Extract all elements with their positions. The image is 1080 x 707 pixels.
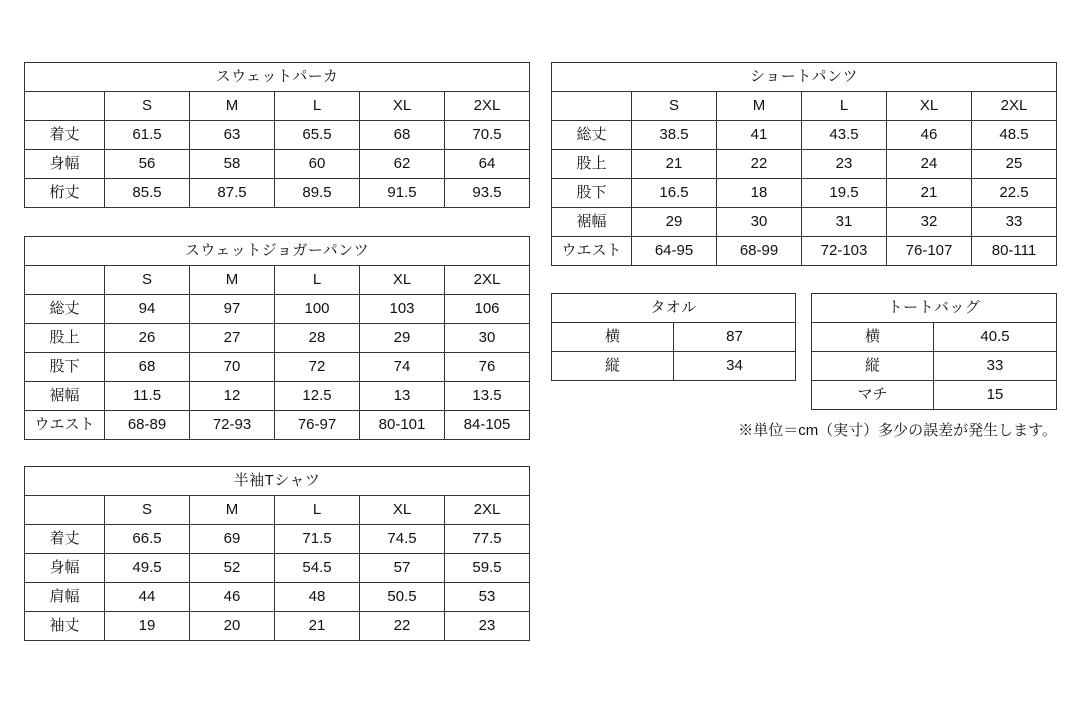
column-header-m: M <box>190 496 275 525</box>
table-row <box>25 295 530 324</box>
size-table-towel <box>551 293 796 381</box>
column-header-xl: XL <box>360 266 445 295</box>
cell-value: 100 <box>275 295 360 324</box>
cell-value: 22 <box>360 612 445 641</box>
cell-value: 46 <box>190 583 275 612</box>
cell-value: 64 <box>445 150 530 179</box>
size-table-short-pants <box>551 62 1057 266</box>
cell-value: 28 <box>275 324 360 353</box>
table-row <box>25 554 530 583</box>
column-header-xl: XL <box>360 496 445 525</box>
cell-value: 30 <box>717 208 802 237</box>
row-label: 股上 <box>25 324 105 353</box>
column-header-xl: XL <box>360 92 445 121</box>
cell-value: 27 <box>190 324 275 353</box>
size-table-tshirt <box>24 466 530 641</box>
column-header-s: S <box>105 496 190 525</box>
cell-value: 93.5 <box>445 179 530 208</box>
column-header-m: M <box>717 92 802 121</box>
table-row <box>552 352 796 381</box>
cell-value: 31 <box>802 208 887 237</box>
cell-value: 29 <box>632 208 717 237</box>
cell-value: 52 <box>190 554 275 583</box>
size-table-tote-bag <box>811 293 1057 410</box>
table-row <box>25 121 530 150</box>
size-table-hoodie <box>24 62 530 208</box>
cell-value: 48.5 <box>972 121 1057 150</box>
row-label: マチ <box>812 381 934 410</box>
table-title: 半袖Tシャツ <box>25 467 530 496</box>
row-label: 横 <box>812 323 934 352</box>
cell-value: 49.5 <box>105 554 190 583</box>
cell-value: 53 <box>445 583 530 612</box>
column-header-corner <box>25 496 105 525</box>
table-row <box>552 150 1057 179</box>
table-row <box>25 150 530 179</box>
cell-value: 65.5 <box>275 121 360 150</box>
cell-value: 69 <box>190 525 275 554</box>
cell-value: 85.5 <box>105 179 190 208</box>
cell-value: 24 <box>887 150 972 179</box>
cell-value: 70 <box>190 353 275 382</box>
cell-value: 64-95 <box>632 237 717 266</box>
column-header-2xl: 2XL <box>972 92 1057 121</box>
table-title-row <box>812 294 1057 323</box>
cell-value: 12.5 <box>275 382 360 411</box>
cell-value: 56 <box>105 150 190 179</box>
column-header-l: L <box>802 92 887 121</box>
row-label: 身幅 <box>25 150 105 179</box>
table-title-row <box>552 294 796 323</box>
table-title-row <box>552 63 1057 92</box>
cell-value: 57 <box>360 554 445 583</box>
cell-value: 32 <box>887 208 972 237</box>
table-row <box>25 179 530 208</box>
column-header-m: M <box>190 92 275 121</box>
table-row <box>552 121 1057 150</box>
cell-value: 68 <box>105 353 190 382</box>
cell-value: 68 <box>360 121 445 150</box>
cell-value: 29 <box>360 324 445 353</box>
cell-value: 26 <box>105 324 190 353</box>
table-row <box>552 179 1057 208</box>
table-title: ショートパンツ <box>552 63 1057 92</box>
cell-value: 76 <box>445 353 530 382</box>
cell-value: 103 <box>360 295 445 324</box>
cell-value: 72-103 <box>802 237 887 266</box>
row-label: 縦 <box>552 352 674 381</box>
cell-value: 72 <box>275 353 360 382</box>
table-title: スウェットジョガーパンツ <box>25 237 530 266</box>
cell-value: 77.5 <box>445 525 530 554</box>
row-label: 股下 <box>25 353 105 382</box>
cell-value: 48 <box>275 583 360 612</box>
cell-value: 58 <box>190 150 275 179</box>
cell-value: 106 <box>445 295 530 324</box>
cell-value: 25 <box>972 150 1057 179</box>
cell-value: 19.5 <box>802 179 887 208</box>
cell-value: 16.5 <box>632 179 717 208</box>
cell-value: 34 <box>674 352 796 381</box>
column-header-s: S <box>105 266 190 295</box>
row-label: 横 <box>552 323 674 352</box>
cell-value: 23 <box>802 150 887 179</box>
cell-value: 62 <box>360 150 445 179</box>
row-label: 総丈 <box>552 121 632 150</box>
table-row <box>812 352 1057 381</box>
column-header-2xl: 2XL <box>445 266 530 295</box>
table-title-row <box>25 237 530 266</box>
table-row <box>25 382 530 411</box>
cell-value: 72-93 <box>190 411 275 440</box>
cell-value: 38.5 <box>632 121 717 150</box>
table-row <box>812 323 1057 352</box>
cell-value: 74 <box>360 353 445 382</box>
cell-value: 60 <box>275 150 360 179</box>
column-header-2xl: 2XL <box>445 496 530 525</box>
cell-value: 43.5 <box>802 121 887 150</box>
cell-value: 80-111 <box>972 237 1057 266</box>
row-label: 縦 <box>812 352 934 381</box>
cell-value: 68-99 <box>717 237 802 266</box>
row-label: 身幅 <box>25 554 105 583</box>
row-label: 袖丈 <box>25 612 105 641</box>
cell-value: 63 <box>190 121 275 150</box>
row-label: 着丈 <box>25 525 105 554</box>
cell-value: 97 <box>190 295 275 324</box>
cell-value: 44 <box>105 583 190 612</box>
column-header-corner <box>552 92 632 121</box>
table-row <box>552 237 1057 266</box>
row-label: 裾幅 <box>25 382 105 411</box>
cell-value: 94 <box>105 295 190 324</box>
cell-value: 89.5 <box>275 179 360 208</box>
table-title: スウェットパーカ <box>25 63 530 92</box>
table-row <box>25 353 530 382</box>
cell-value: 33 <box>934 352 1057 381</box>
row-label: 股上 <box>552 150 632 179</box>
table-row <box>25 411 530 440</box>
cell-value: 22.5 <box>972 179 1057 208</box>
table-row <box>25 583 530 612</box>
table-header-row <box>25 496 530 525</box>
table-row <box>25 612 530 641</box>
cell-value: 41 <box>717 121 802 150</box>
cell-value: 13.5 <box>445 382 530 411</box>
table-title-row <box>25 467 530 496</box>
column-header-l: L <box>275 496 360 525</box>
table-title-row <box>25 63 530 92</box>
column-header-corner <box>25 92 105 121</box>
table-header-row <box>25 92 530 121</box>
table-row <box>25 324 530 353</box>
cell-value: 18 <box>717 179 802 208</box>
row-label: 着丈 <box>25 121 105 150</box>
cell-value: 46 <box>887 121 972 150</box>
cell-value: 76-107 <box>887 237 972 266</box>
row-label: ウエスト <box>25 411 105 440</box>
table-header-row <box>25 266 530 295</box>
table-row <box>552 323 796 352</box>
cell-value: 50.5 <box>360 583 445 612</box>
row-label: 肩幅 <box>25 583 105 612</box>
cell-value: 54.5 <box>275 554 360 583</box>
cell-value: 33 <box>972 208 1057 237</box>
column-header-2xl: 2XL <box>445 92 530 121</box>
cell-value: 61.5 <box>105 121 190 150</box>
cell-value: 13 <box>360 382 445 411</box>
cell-value: 71.5 <box>275 525 360 554</box>
table-title: トートバッグ <box>812 294 1057 323</box>
row-label: 股下 <box>552 179 632 208</box>
cell-value: 74.5 <box>360 525 445 554</box>
cell-value: 76-97 <box>275 411 360 440</box>
cell-value: 66.5 <box>105 525 190 554</box>
cell-value: 22 <box>717 150 802 179</box>
cell-value: 68-89 <box>105 411 190 440</box>
cell-value: 59.5 <box>445 554 530 583</box>
cell-value: 40.5 <box>934 323 1057 352</box>
cell-value: 23 <box>445 612 530 641</box>
column-header-l: L <box>275 266 360 295</box>
table-row <box>25 525 530 554</box>
cell-value: 80-101 <box>360 411 445 440</box>
table-header-row <box>552 92 1057 121</box>
column-header-s: S <box>632 92 717 121</box>
cell-value: 70.5 <box>445 121 530 150</box>
cell-value: 21 <box>632 150 717 179</box>
row-label: ウエスト <box>552 237 632 266</box>
size-table-jogger-pants <box>24 236 530 440</box>
cell-value: 84-105 <box>445 411 530 440</box>
row-label: 桁丈 <box>25 179 105 208</box>
cell-value: 21 <box>887 179 972 208</box>
row-label: 総丈 <box>25 295 105 324</box>
unit-note: ※単位＝cm（実寸）多少の誤差が発生します。 <box>738 422 1057 439</box>
cell-value: 91.5 <box>360 179 445 208</box>
table-row <box>552 208 1057 237</box>
table-row <box>812 381 1057 410</box>
column-header-corner <box>25 266 105 295</box>
cell-value: 19 <box>105 612 190 641</box>
table-title: タオル <box>552 294 796 323</box>
cell-value: 20 <box>190 612 275 641</box>
cell-value: 87.5 <box>190 179 275 208</box>
column-header-l: L <box>275 92 360 121</box>
cell-value: 15 <box>934 381 1057 410</box>
cell-value: 87 <box>674 323 796 352</box>
cell-value: 21 <box>275 612 360 641</box>
column-header-s: S <box>105 92 190 121</box>
column-header-m: M <box>190 266 275 295</box>
column-header-xl: XL <box>887 92 972 121</box>
cell-value: 11.5 <box>105 382 190 411</box>
cell-value: 30 <box>445 324 530 353</box>
row-label: 裾幅 <box>552 208 632 237</box>
cell-value: 12 <box>190 382 275 411</box>
